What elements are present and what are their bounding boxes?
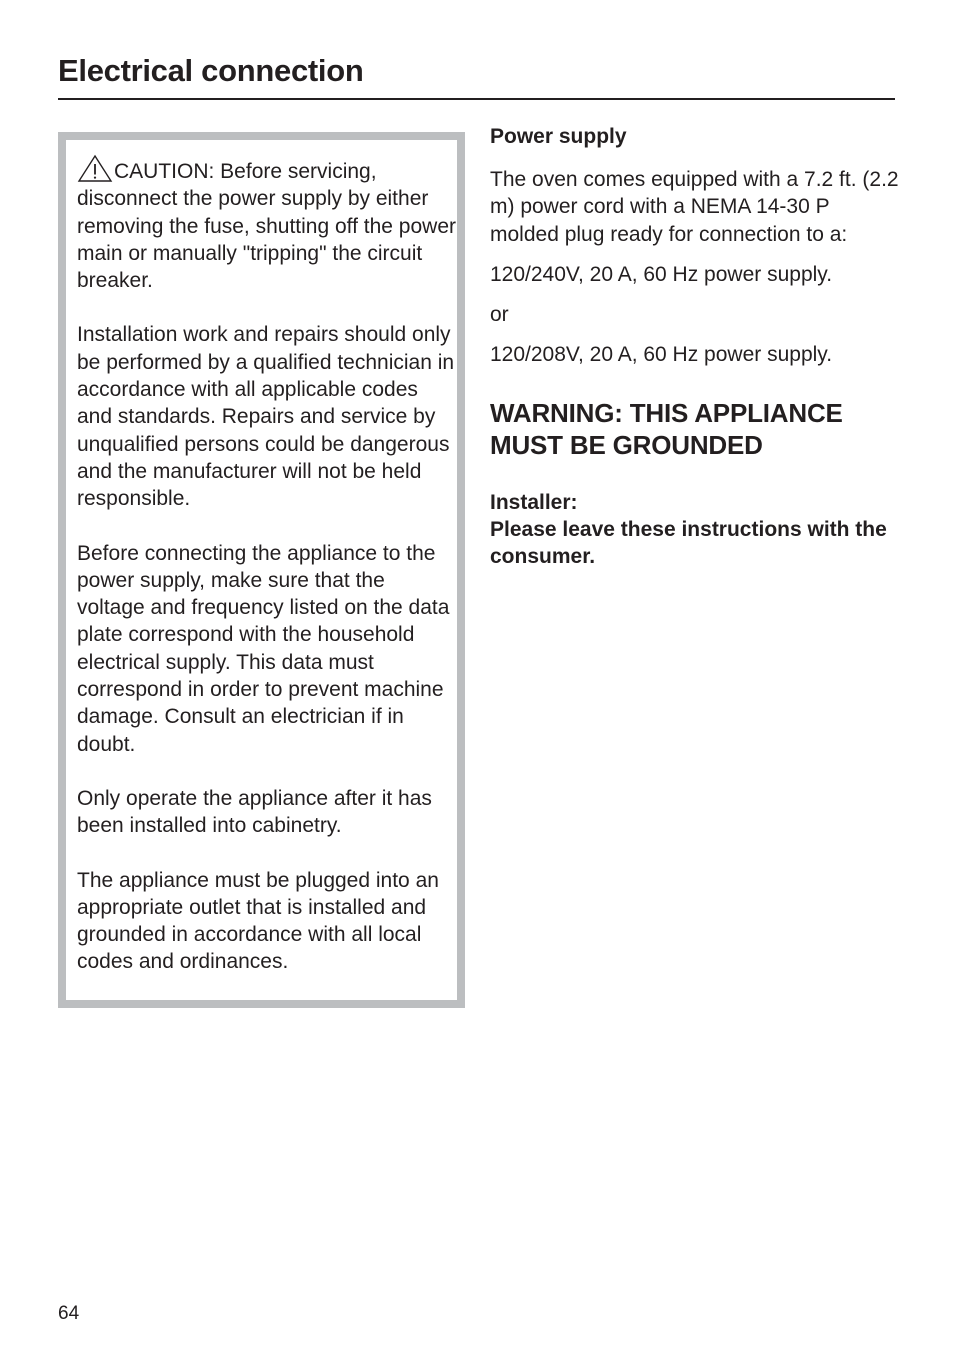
caution-paragraph [77,154,457,294]
power-supply-or: or [490,303,509,327]
power-supply-option-2: 120/208V, 20 A, 60 Hz power supply. [490,343,833,367]
cabinetry-paragraph: Only operate the appliance after it has been installed into cabinetry. [77,786,432,838]
warning-triangle-icon [77,154,113,182]
installer-note: Please leave these instructions with the consumer. [490,518,887,569]
power-supply-intro: The oven comes equipped with a 7.2 ft. (2.2 m) power cord with a NEMA 14-30 P molded plug ready for connection to a: [490,168,899,246]
page-number: 64 [58,1303,80,1324]
caution-text: CAUTION: Before servicing, disconnect the power supply by either removing the fuse, shutting off the power main or manually "tripping" the circuit breaker. [77,160,457,293]
power-supply-option-1: 120/240V, 20 A, 60 Hz power supply. [490,262,833,286]
power-supply-heading: Power supply [490,125,627,148]
installation-paragraph: Installation work and repairs should only be performed by a qualified technician in accordance with all applicable codes and standards. Repairs and service by unqualified persons could be dangerous and the manufacturer will not be held responsible. [77,323,455,511]
caution-box [58,132,465,1008]
installer-label: Installer: [490,490,578,514]
power-supply-section [490,122,900,571]
voltage-check-paragraph: Before connecting the appliance to the power supply, make sure that the voltage and frequency listed on the data plate correspond with the household electrical supply. This data must correspond in order to prevent machine damage. Consult an electrician if in doubt. [77,541,450,756]
title-divider [58,98,895,100]
page-title: Electrical connection [58,53,364,88]
grounding-paragraph: The appliance must be plugged into an appropriate outlet that is installed and grounded in accordance with all local codes and ordinances. [77,868,439,974]
grounding-warning-heading: WARNING: THIS APPLIANCE MUST BE GROUNDED [490,397,843,460]
